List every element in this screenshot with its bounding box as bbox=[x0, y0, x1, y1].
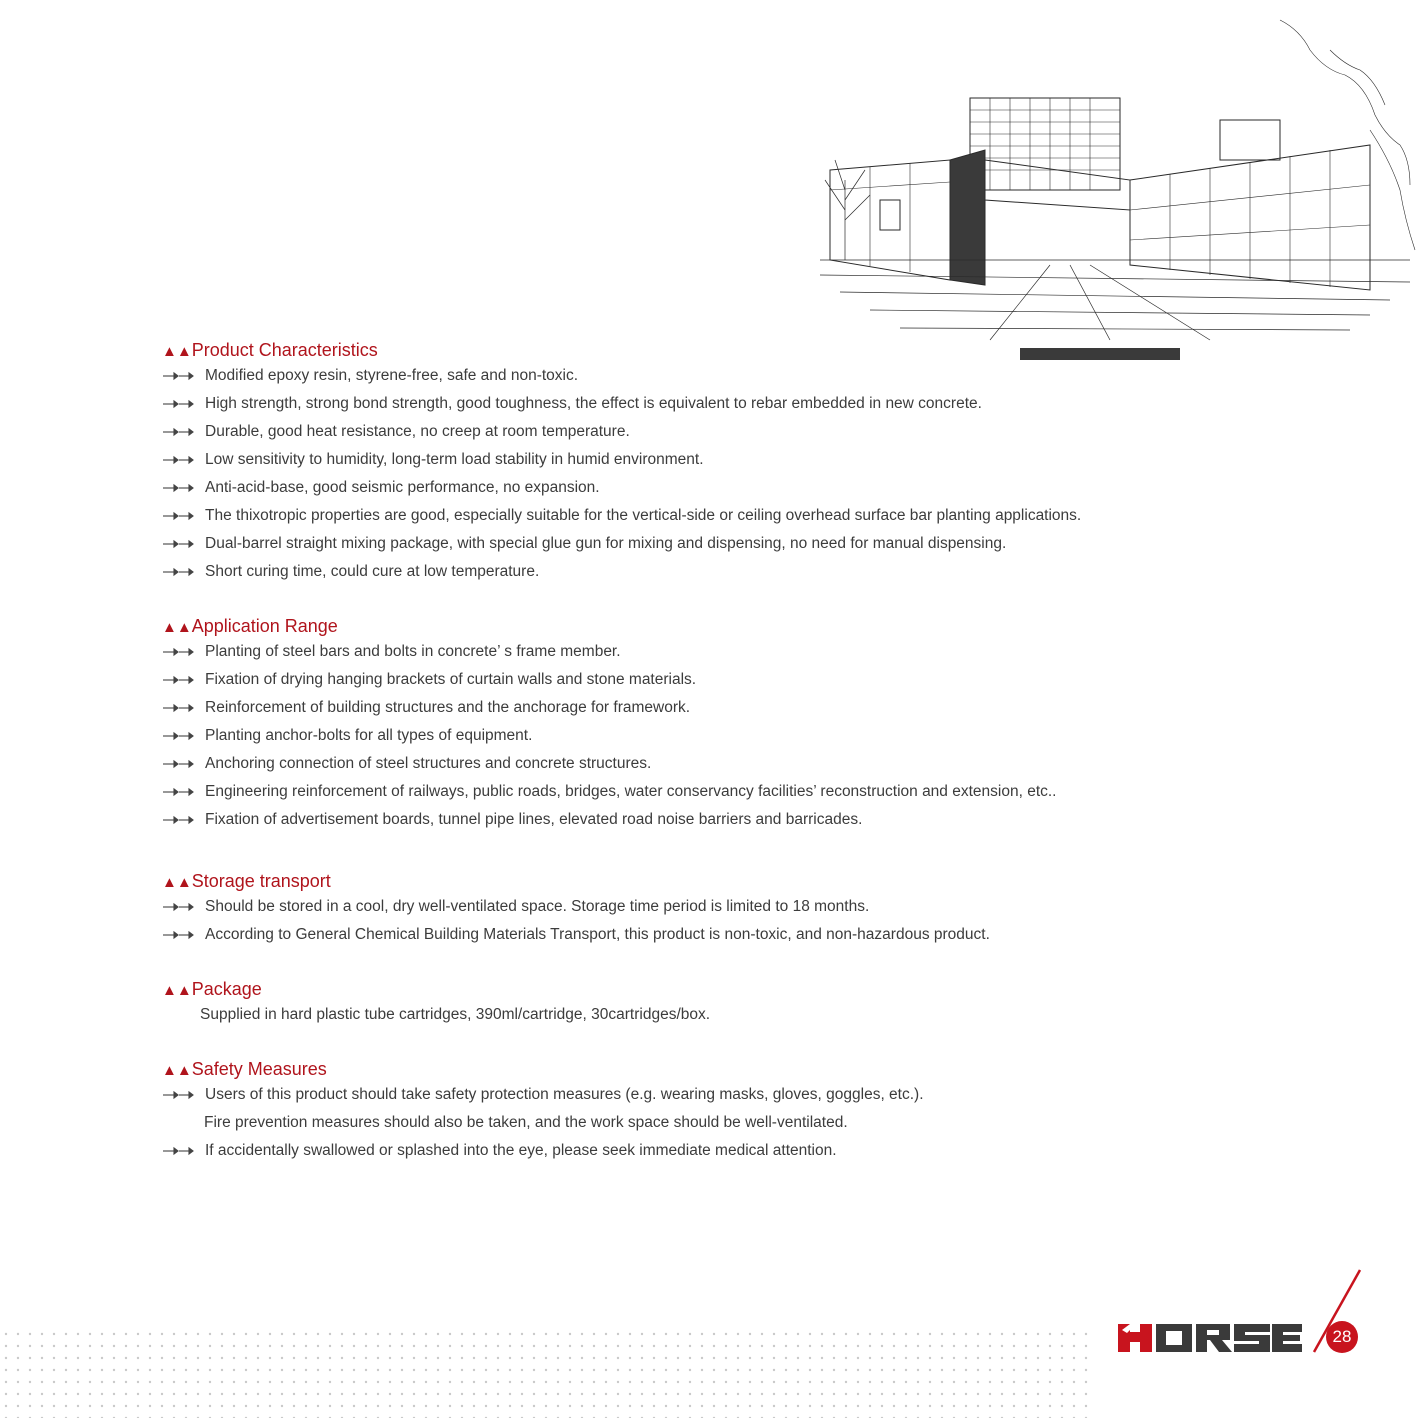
double-arrow-icon bbox=[162, 722, 196, 750]
list-item-text: Durable, good heat resistance, no creep at room temperature. bbox=[205, 423, 630, 440]
list-item-text: Fixation of advertisement boards, tunnel pipe lines, elevated road noise barriers and barricades. bbox=[205, 811, 863, 828]
list-item-text: If accidentally swallowed or splashed into the eye, please seek immediate medical attention. bbox=[205, 1142, 837, 1159]
list-item-text: The thixotropic properties are good, especially suitable for the vertical-side or ceiling overhead surface bar planting applications. bbox=[205, 507, 1082, 524]
double-arrow-icon bbox=[162, 362, 196, 390]
section-bullet: ▲▲ bbox=[162, 982, 192, 999]
section-title-text: Storage transport bbox=[191, 871, 331, 891]
list-item-text: Anti-acid-base, good seismic performance, no expansion. bbox=[205, 479, 600, 496]
list-item-text: Engineering reinforcement of railways, public roads, bridges, water conservancy facilities’ reconstruction and extension, etc.. bbox=[205, 783, 1057, 800]
list-item-text: Users of this product should take safety protection measures (e.g. wearing masks, gloves, goggles, etc.). bbox=[205, 1086, 924, 1103]
list-item-text: Dual-barrel straight mixing package, with special glue gun for mixing and dispensing, no need for manual dispensing. bbox=[205, 535, 1007, 552]
double-arrow-icon bbox=[162, 474, 196, 502]
double-arrow-icon bbox=[162, 921, 196, 949]
double-arrow-icon bbox=[162, 638, 196, 666]
double-arrow-icon bbox=[162, 390, 196, 418]
section-title bbox=[162, 614, 1262, 638]
section-title-text: Safety Measures bbox=[191, 1059, 327, 1079]
list-item bbox=[162, 390, 1262, 418]
list-item-text: According to General Chemical Building Materials Transport, this product is non-toxic, and non-hazardous product. bbox=[205, 926, 990, 943]
double-arrow-icon bbox=[162, 446, 196, 474]
list-item bbox=[162, 921, 1262, 949]
double-arrow-icon bbox=[162, 418, 196, 446]
section-product-characteristics bbox=[162, 338, 1262, 586]
list-item bbox=[162, 558, 1262, 586]
list-item bbox=[162, 750, 1262, 778]
section-title bbox=[162, 1057, 1262, 1081]
list-item bbox=[162, 893, 1262, 921]
section-bullet: ▲▲ bbox=[162, 874, 192, 891]
list-item bbox=[162, 1081, 1262, 1109]
double-arrow-icon bbox=[162, 530, 196, 558]
content-area bbox=[162, 338, 1262, 1165]
double-arrow-icon bbox=[162, 1137, 196, 1165]
section-title-text: Package bbox=[191, 979, 262, 999]
list-item-text: Modified epoxy resin, styrene-free, safe and non-toxic. bbox=[205, 367, 579, 384]
list-item bbox=[162, 694, 1262, 722]
list-item bbox=[162, 502, 1262, 530]
double-arrow-icon bbox=[162, 558, 196, 586]
list-item bbox=[162, 362, 1262, 390]
list-item bbox=[162, 446, 1262, 474]
building-sketch-illustration bbox=[810, 10, 1417, 370]
section-bullet: ▲▲ bbox=[162, 619, 192, 636]
list-item-text: Short curing time, could cure at low temperature. bbox=[205, 563, 540, 580]
list-item bbox=[162, 638, 1262, 666]
section-title-text: Application Range bbox=[191, 616, 338, 636]
section-safety-measures bbox=[162, 1057, 1262, 1165]
double-arrow-icon bbox=[162, 502, 196, 530]
double-arrow-icon bbox=[162, 694, 196, 722]
section-title bbox=[162, 977, 1262, 1001]
package-text: Supplied in hard plastic tube cartridges, 390ml/cartridge, 30cartridges/box. bbox=[200, 1006, 711, 1023]
double-arrow-icon bbox=[162, 806, 196, 834]
list-item bbox=[162, 1137, 1262, 1165]
double-arrow-icon bbox=[162, 893, 196, 921]
section-application-range bbox=[162, 614, 1262, 834]
list-item-text: Low sensitivity to humidity, long-term load stability in humid environment. bbox=[205, 451, 704, 468]
section-storage-transport bbox=[162, 869, 1262, 949]
list-item-text: Should be stored in a cool, dry well-ventilated space. Storage time period is limited to 18 months. bbox=[205, 898, 870, 915]
list-item-text: Planting anchor-bolts for all types of equipment. bbox=[205, 727, 533, 744]
double-arrow-icon bbox=[162, 666, 196, 694]
list-item-continuation: Fire prevention measures should also be taken, and the work space should be well-ventilated. bbox=[204, 1114, 848, 1131]
list-item-text: Reinforcement of building structures and the anchorage for framework. bbox=[205, 699, 691, 716]
list-item bbox=[162, 722, 1262, 750]
list-item-text: Fixation of drying hanging brackets of curtain walls and stone materials. bbox=[205, 671, 697, 688]
list-item bbox=[162, 806, 1262, 834]
list-item bbox=[162, 530, 1262, 558]
list-item-text: High strength, strong bond strength, good toughness, the effect is equivalent to rebar embedded in new concrete. bbox=[205, 395, 982, 412]
double-arrow-icon bbox=[162, 778, 196, 806]
section-title bbox=[162, 338, 1262, 362]
page-number: 28 bbox=[1326, 1321, 1358, 1353]
double-arrow-icon bbox=[162, 750, 196, 778]
section-bullet: ▲▲ bbox=[162, 343, 192, 360]
double-arrow-icon bbox=[162, 1081, 196, 1109]
section-bullet: ▲▲ bbox=[162, 1062, 192, 1079]
dotted-pattern bbox=[0, 1328, 1090, 1418]
list-item bbox=[162, 474, 1262, 502]
list-item bbox=[162, 778, 1262, 806]
list-item bbox=[162, 418, 1262, 446]
list-item-text: Anchoring connection of steel structures and concrete structures. bbox=[205, 755, 652, 772]
section-package bbox=[162, 977, 1262, 1029]
list-item bbox=[162, 666, 1262, 694]
section-title-text: Product Characteristics bbox=[191, 340, 378, 360]
list-item-text: Planting of steel bars and bolts in concrete’ s frame member. bbox=[205, 643, 621, 660]
section-title bbox=[162, 869, 1262, 893]
